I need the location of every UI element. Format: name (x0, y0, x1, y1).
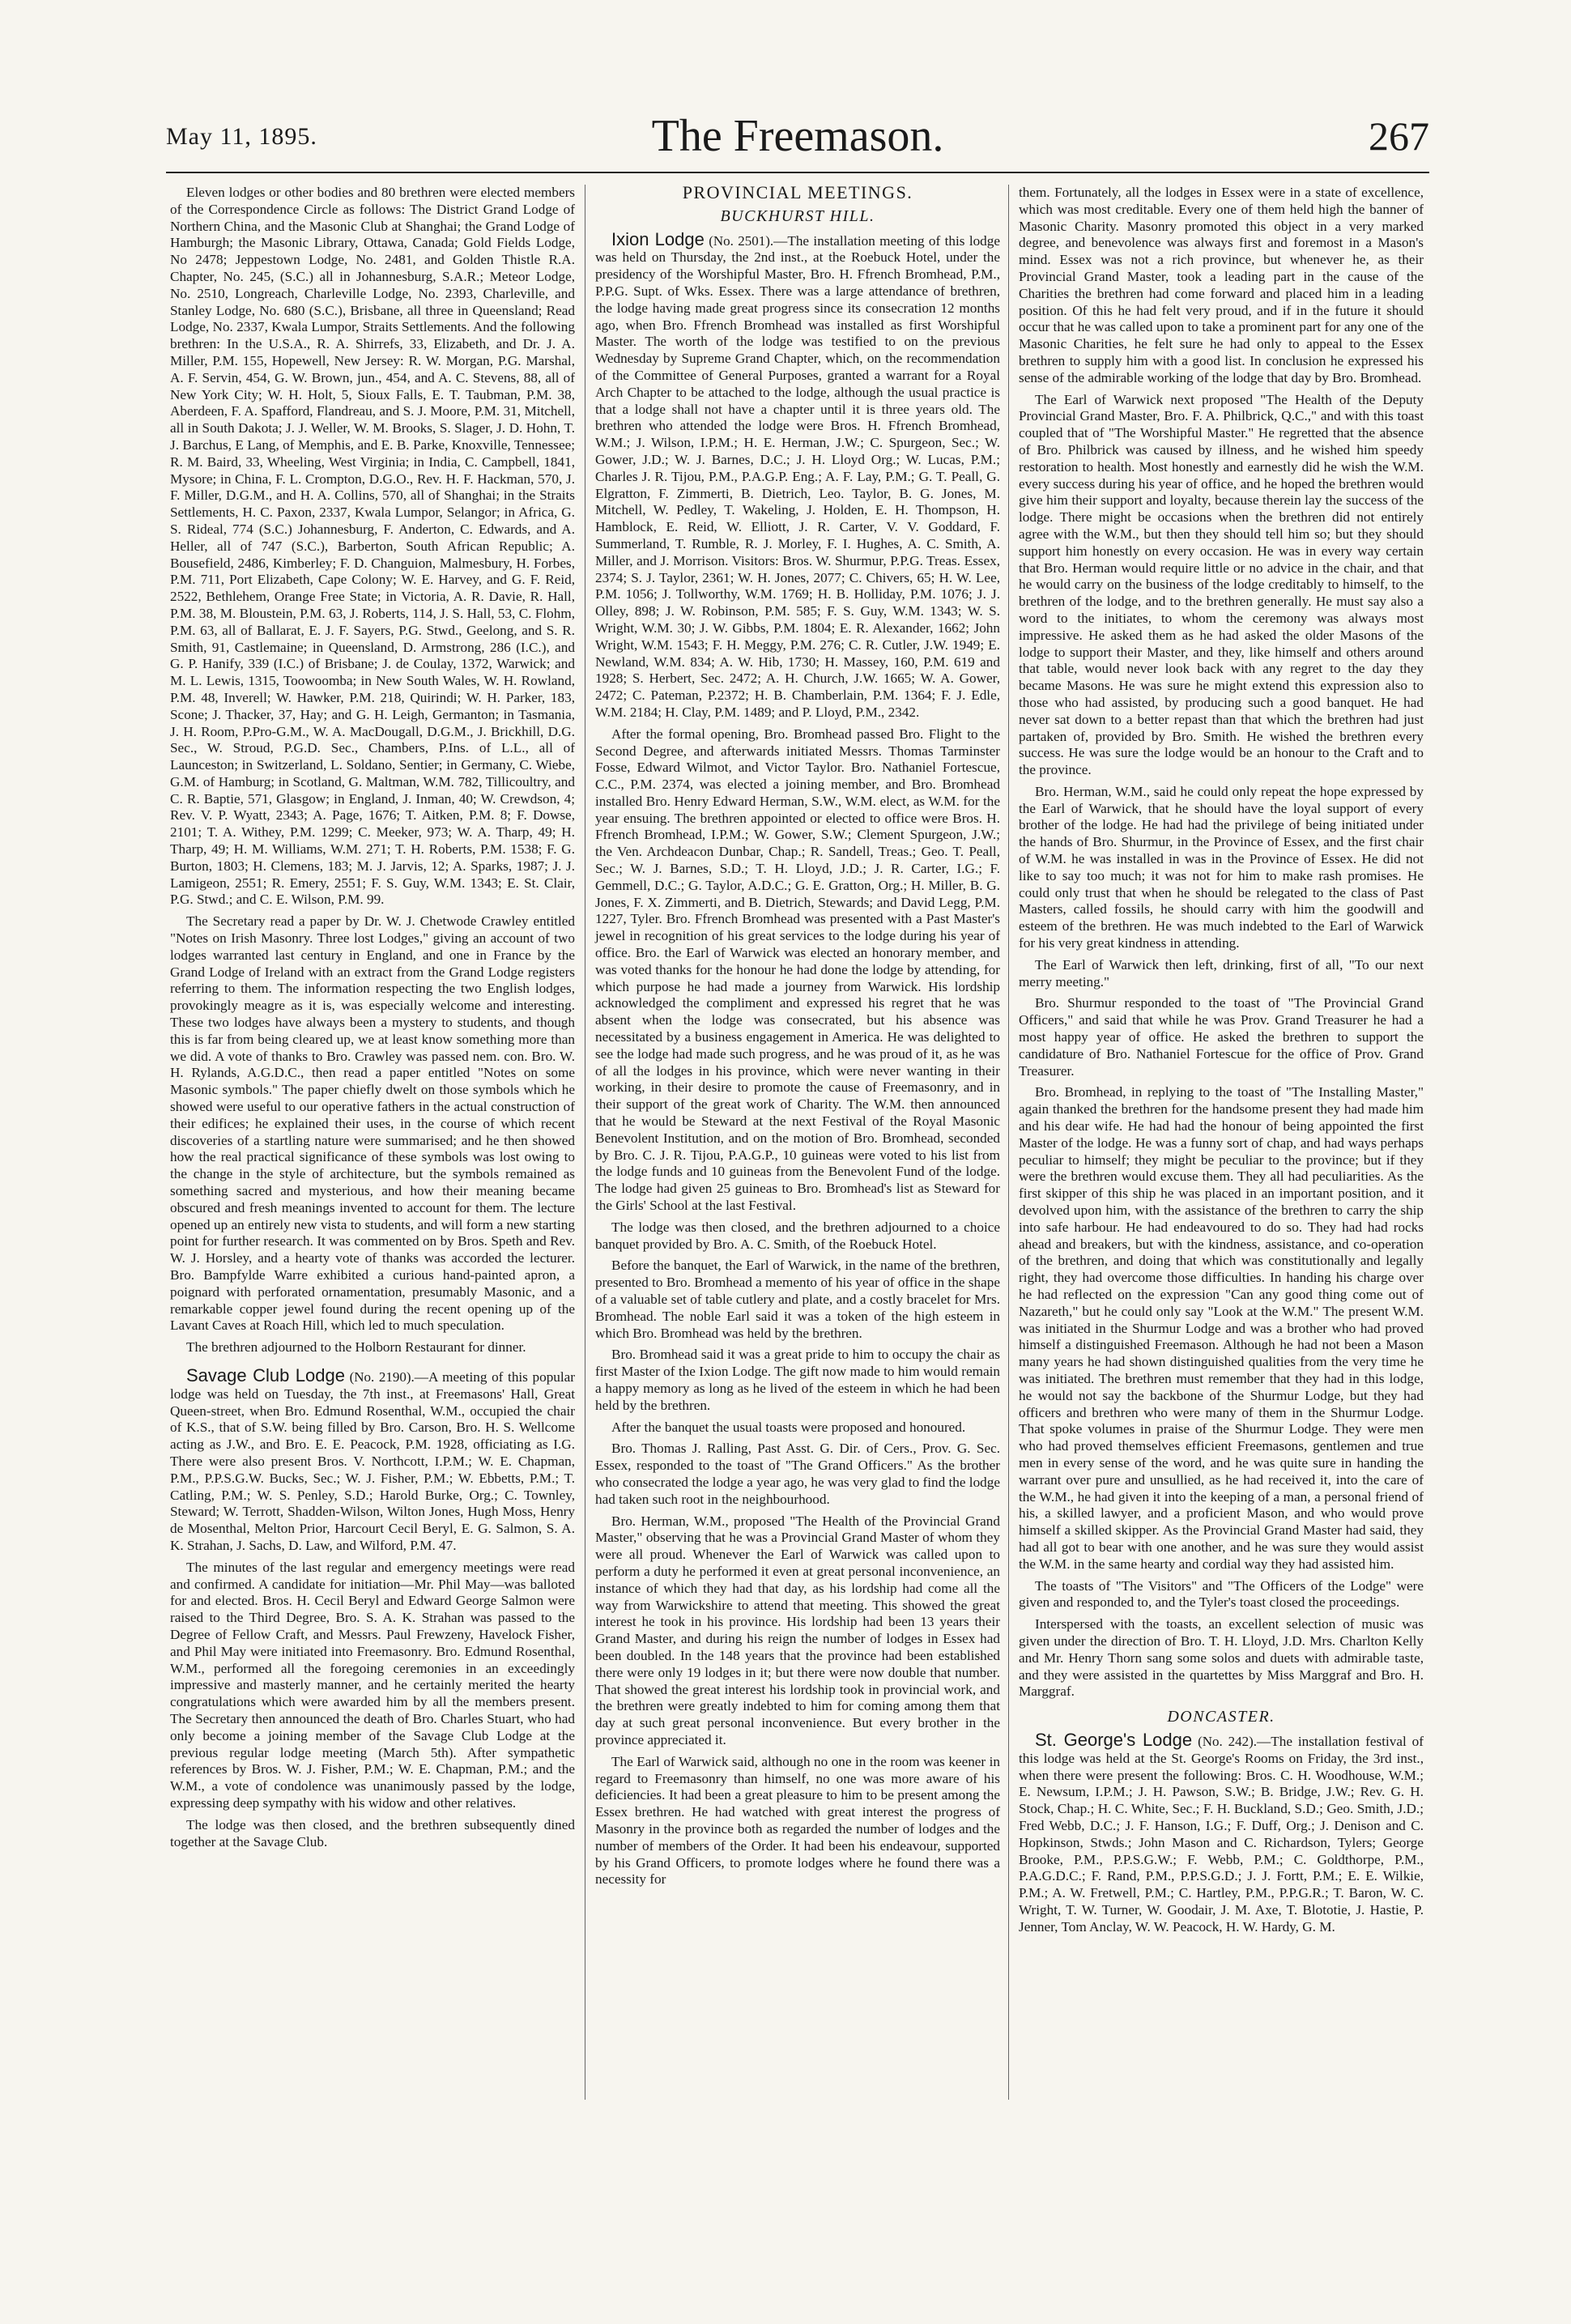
page-number: 267 (1369, 113, 1429, 159)
header-rule (166, 172, 1429, 173)
section-heading: PROVINCIAL MEETINGS. (682, 182, 913, 202)
column-2 (595, 182, 1000, 1893)
secretary-paper-paragraph: The Secretary read a paper by Dr. W. J. Chetwode Crawley entitled "Notes on Irish Masonry. Three lost Lodges," giving an account of two lodges warranted last century in England, and one in France by the Grand Lodge of Ireland with an extract from the Grand Lodge registers referring to them. The information respecting the two English lodges, provokingly meagre as it is, was especially welcome and interesting. These two lodges have always been a mystery to students, and though this is far from being cleared up, we at least know something more than we did. A vote of thanks to Bro. Crawley was passed nem. con. Bro. W. H. Rylands, A.G.D.C., then read a paper entitled "Notes on some Masonic symbols." The paper chiefly dwelt on those symbols which he showed were useful to our operative fathers in the actual construction of their edifices; he explained their uses, in the course of which recent discoveries of a startling nature were summarised; and he then showed how the real practical significance of these symbols was lost owing to the change in the style of architecture, but the symbols remained as something sacred and mysterious, and how their meaning became obscured and fresh meanings invented to account for them. The lecture opened up an entirely new vista to students, and will form a new starting point for further research. It was commented on by Bros. Speth and Rev. W. J. Horsley, and a hearty vote of thanks was accorded the lecturer. Bro. Bampfylde Warre exhibited a curious hand-painted apron, a poignard with perforated ornamentation, presumably Masonic, and a remarkable copper jewel found during the recent opening up of the Lavant Caves at Roach Hill, which led to much speculation. (170, 913, 575, 1334)
article-paragraph: Before the banquet, the Earl of Warwick, in the name of the brethren, presented to Bro. Bromhead a memento of his year of office in the shape of a valuable set of table cutlery and plate, and a costly bracelet for Mrs. Bromhead. The noble Earl said it was a token of the high esteem in which Bro. Bromhead was held by the brethren. (595, 1258, 1000, 1341)
place-heading: DONCASTER. (1167, 1708, 1275, 1726)
article-paragraph: The toasts of "The Visitors" and "The Officers of the Lodge" were given and responded to, and the Tyler's toast closed the proceedings. (1019, 1577, 1424, 1611)
correspondence-circle-paragraph: Eleven lodges or other bodies and 80 brethren were elected members of the Correspondence Circle as follows: The District Grand Lodge of Northern China, and the Masonic Club at Shanghai; the Grand Lodge of Hamburgh; the Masonic Library, Ottawa, Canada; Gold Fields Lodge, No 2478; Jeppestown Lodge, No. 2481, and Golden Thistle R.A. Chapter, No. 245, (S.C.) all in Johannesburg, S.A.R.; Meteor Lodge, No. 2510, Longreach, Charleville Lodge, No. 2393, Charleville, and Stanley Lodge, No. 680 (S.C.), Brisbane, all three in Queensland; Read Lodge, No. 2337, Kwala Lumpor, Straits Settlements. And the following brethren: In the U.S.A., R. A. Shirrefs, 33, Elizabeth, and Dr. J. A. Miller, P.M. 155, Hopewell, New Jersey: R. W. Morgan, P.G. Marshal, A. F. Servin, 454, G. W. Brown, jun., 454, and A. C. Stevens, 88, all of New York City; W. H. Holt, 5, Sioux Falls, E. T. Taubman, P.M. 38, Aberdeen, F. A. Spafford, Flandreau, and S. J. Moore, P.M. 31, Mitchell, all in South Dakota; J. J. Weller, W. M. Brooks, S. Slager, J. D. Hohn, T. J. Barchus, E Lang, of Memphis, and E. B. Parke, Knoxville, Tennessee; R. M. Baird, 33, Wheeling, West Virginia; in India, C. Campbell, 1841, Mysore; in China, F. L. Crompton, D.G.O., Rev. H. F. Hackman, 570, J. F. Miller, D.G.M., and H. A. Collins, 570, all of Shanghai; in the Straits Settlements, H. C. Paxon, 2337, Kwala Lumpor, Selangor; in Africa, G. S. Rideal, 774 (S.C.) Johannesburg, F. Anderton, C. Edwards, and A. Heller, all of 747 (S.C.), Barberton, South African Republic; A. Bousefield, 2486, Kimberley; F. D. Changuion, Malmesbury, H. Forbes, P.M. 711, Port Elizabeth, Cape Colony; W. E. Harvey, and G. F. Reid, 2522, Bethlehem, Orange Free State; in Victoria, A. R. Davie, R. Hall, P.M. 38, M. Bloustein, P.M. 63, J. Roberts, 114, J. S. Hall, 53, C. Flohm, P.M. 63, all of Ballarat, E. J. F. Sayers, P.G. Stwd., Geelong, and S. R. Smith, 91, Castlemaine; in Queensland, D. Armstrong, 286 (I.C.), and G. P. Hanify, 339 (I.C.) of Brisbane; J. de Coulay, 1372, Warwick; and M. L. Lewis, 1315, Toowoomba; in New South Wales, W. H. Rowland, P.M. 48, Inverell; W. Hawker, P.M. 218, Quirindi; W. H. Parker, 183, Scone; J. Thacker, 37, Hay; and G. H. Leigh, Germanton; in Tasmania, J. H. Room, P.Pro-G.M., W. A. MacDougall, D.G.M., J. Brickhill, D.G. Sec., W. Stroud, P.G.D. Sec., Chambers, P.Ins. of L.L., all of Launceston; in Switzerland, L. Soldano, Sentier; in Germany, C. Wiebe, G.M. of Hamburg; in Scotland, G. Maltman, W.M. 782, Tillicoultry, and C. R. Baptie, 571, Glasgow; in England, J. Inman, 40; W. Crewdson, 4; Rev. V. P. Wyatt, 2343; A. Page, 1676; T. Aitken, P.M. 8; F. Dowse, 2101; T. A. Withey, P.M. 1299; C. Meeker, 973; W. A. Tharp, 49; H. Tharp, 49; H. M. Williams, W.M. 271; T. H. Roberts, P.M. 1538; F. G. Burton, 1803; H. Clemens, 183; M. J. Jarvis, 12; A. Sparks, 1987; J. J. Lamigeon, 2551; R. Emery, 2551; F. S. Guy, W.M. 1343; E. St. Clair, P.G. Stwd.; and C. E. Wilson, P.M. 99. (170, 185, 575, 908)
article-paragraph: The Earl of Warwick next proposed "The Health of the Deputy Provincial Grand Master, Bro. F. A. Philbrick, Q.C.," and with this toast coupled that of "The Worshipful Master." He regretted that the absence of Bro. Philbrick was caused by illness, and he wished him speedy restoration to health. Most honestly and earnestly did he wish the W.M. every success during his year of office, and he hoped the brethren would give him their support and loyalty, because therein lay the success of the lodge. There might be occasions when the brethren did not entirely agree with the W.M., but then they should tell him so; but they should support him honestly on every occasion. He was in every way certain that Bro. Herman would require little or no advice in the chair, and that he would carry on the business of the lodge creditably to himself, to the brethren of the lodge, and to the brethren generally. He must say also a word to the initiates, to whom the ceremony was always most impressive. He asked them as he had asked the older Masons of the lodge to support their Master, and they, like himself and others around that table, would never look back with any regret to the day they became Masons. He was sure he might extend this expression also to those who had assisted, by producing such a good banquet. He had never sat down to a better repast than that which the brethren had just partaken of, provided by Bro. Smith. He wished the brethren every success. He was sure the lodge would be an honour to the Craft and to the province. (1019, 391, 1424, 778)
lodge-name: Savage Club Lodge (186, 1364, 345, 1385)
article-paragraph: Bro. Shurmur responded to the toast of "The Provincial Grand Officers," and said that while he was Prov. Grand Treasurer he had a most happy year of office. He asked the brethren to support the candidature of Bro. Nathaniel Fortescue for the office of Prov. Grand Treasurer. (1019, 995, 1424, 1079)
lodge-number: (No. 242). (1198, 1733, 1258, 1749)
article-paragraph: Interspersed with the toasts, an excellent selection of music was given under the direction of Bro. T. H. Lloyd, J.D. Mrs. Charlton Kelly and Mr. Henry Thorn sang some solos and duets with admirable taste, and they were assisted in the quartettes by Miss Marggraf and Bro. H. Marggraf. (1019, 1616, 1424, 1700)
newspaper-title: The Freemason. (651, 111, 944, 161)
article-paragraph: The Earl of Warwick then left, drinking, first of all, "To our next merry meeting." (1019, 956, 1424, 990)
article-paragraph: Bro. Bromhead said it was a great pride to him to occupy the chair as first Master of the Ixion Lodge. The gift now made to him would remain a happy memory as long as he lived of the esteem in which he had been held by the brethren. (595, 1347, 1000, 1413)
lodge-closed-paragraph: The lodge was then closed, and the brethren subsequently dined together at the Savage Club. (170, 1816, 575, 1849)
column-divider-2 (1008, 185, 1009, 2100)
st-georges-lodge-report (1019, 1729, 1424, 1936)
article-paragraph: After the banquet the usual toasts were proposed and honoured. (611, 1419, 966, 1435)
place-heading: BUCKHURST HILL. (720, 206, 875, 225)
article-paragraph: After the formal opening, Bro. Bromhead passed Bro. Flight to the Second Degree, and afterwards initiated Messrs. Thomas Tarminster Fosse, Edward Wilmot, and Victor Taylor. Bro. Nathaniel Fortescue, C.C., P.M. 2374, was elected a joining member, and Bro. Bromhead installed Bro. Henry Edward Herman, S.W., W.M. elect, as W.M. for the year ensuing. The brethren appointed or elected to office were Bros. H. Ffrench Bromhead, I.P.M.; W. Gower, S.W.; Clement Spurgeon, J.W.; the Ven. Archdeacon Dunbar, Chap.; R. Sandell, Treas.; Geo. T. Peall, Sec.; W. J. Barnes, S.D.; T. H. Lloyd, J.D.; J. R. Carter, I.G.; F. Gemmell, D.C.; G. Taylor, A.D.C.; G. E. Gratton, Org.; H. Miller, B. G. Jones, F. X. Zimmerti, and B. Dietrich, Stewards; and David Legg, P.M. 1227, Tyler. Bro. Ffrench Bromhead was presented with a Past Master's jewel in recognition of his great services to the lodge during his year of office. Bro. the Earl of Warwick was elected an honorary member, and was voted thanks for the honour he had done the lodge by attending, for which purpose he had made a journey from Warwick. His lordship acknowledged the compliment and expressed his regret that he was absent when the lodge was consecrated, but his absence was necessitated by a business engagement in America. He was delighted to see the lodge had made such progress, and he was proud of it, as he was of all the lodges in his province, which were never wanting in their working, in their desire to promote the cause of Freemasonry, and in their support of the great work of Charity. The W.M. then announced that he would be Steward at the next Festival of the Royal Masonic Benevolent Institution, and on the motion of Bro. Bromhead, seconded by Bro. C. J. R. Tijou, P.A.G.P., 10 guineas were voted to his list from the lodge funds and 10 guineas from the Benevolent Fund of the lodge. The lodge had given 25 guineas to Bro. Bromhead's list as Steward for the Girls' School at the last Festival. (595, 726, 1000, 1214)
article-paragraph: The Earl of Warwick said, although no one in the room was keener in regard to Freemasonry than himself, no one was more aware of his deficiencies. It had been a great pleasure to him to be present among the Essex brethren. He had watched with great interest the progress of Masonry in the province both as regarded the number of lodges and the number of members of the Order. It had been his endeavour, supported by his Grand Officers, to promote lodges where he found there was a necessity for (595, 1753, 1000, 1888)
article-paragraph: Bro. Herman, W.M., proposed "The Health of the Provincial Grand Master," observing that he was a Provincial Grand Master of whom they were all proud. Whenever the Earl of Warwick was called upon to perform a duty he performed it even at great personal inconvenience, an instance of which they had that day, as his lordship had come all the way from Warwickshire to attend that meeting. This showed the great interest he took in his province. His lordship had been 13 years their Grand Master, and during his reign the number of lodges in Essex had been doubled. In the 148 years that the province had been established there were only 19 lodges in it; but there were now double that number. That showed the great interest his lordship took in provincial work, and the brethren were greatly indebted to him for coming among them that day at such great personal inconvenience. But every brother in the province appreciated it. (595, 1513, 1000, 1747)
article-paragraph: Bro. Bromhead, in replying to the toast of "The Installing Master," again thanked the brethren for the handsome present they had made him and his dear wife. He had had the honour of being appointed the first Master of the lodge. He was a funny sort of chap, and had ways perhaps peculiar to himself; they might be peculiar to the province; but if they were the brethren would excuse them. They all had peculiarities. As the first skipper of this ship he was placed in an important position, and it devolved upon him, with the assistance of the brethren to carry the ship into safe harbour. He had endeavoured to do so. They had had rocks ahead and breakers, but with the kindness, assistance, and co-operation of the brethren, and doing that which was constitutionally and legally right, they had overcome those difficulties. In handing his charge over he had reflected on the expression "Can any good thing come out of Nazareth," but he could only say "Look at the W.M." The present W.M. was initiated in the Shurmur Lodge and was a brother who had proved himself a distinguished Freemason. Although he had not been a Mason many years he had shown distinguished qualities from the very time he was initiated. The brethren must remember that they had in this lodge, he would not say the backbone of the Shurmur Lodge, but they had officers and brethren who were many of them in the Shurmur Lodge. That spoke volumes in praise of the Shurmur Lodge. They were men who had proved themselves efficient Freemasons, gentlemen and true men in every sense of the word, and he was quite sure in handing the warrant over pure and unsullied, as he had received it, into the care of the W.M., he had given it into the keeping of a man, a personal friend of his, a skilled lawyer, and a proficient Mason, and who would prove himself a skilled skipper. As the Provincial Grand Master had said, they had all got to bear with one another, and he was sure they would assist the W.M. in the same hearty and cordial way they had assisted him. (1019, 1084, 1424, 1572)
adjourned-paragraph: The brethren adjourned to the Holborn Restaurant for dinner. (186, 1339, 526, 1356)
lodge-name: Ixion Lodge (611, 228, 705, 249)
masthead (166, 112, 1429, 168)
lodge-report-text: —The installation meeting of this lodge was held on Thursday, the 2nd inst., at the Roebuck Hotel, under the presidency of the Worshipful Master, Bro. H. Ffrench Bromhead, P.M., P.P.G. Supt. of Wks. Essex. There was a large attendance of brethren, the lodge having made great progress since its consecration 12 months ago, when Bro. Ffrench Bromhead was installed as first Worshipful Master. The worth of the lodge was testified to on the previous Wednesday by Supreme Grand Chapter, which, on the recommendation of the Committee of General Purposes, granted a warrant for a Royal Arch Chapter to be attached to the lodge, although the usual practice is that a lodge shall not have a chapter until it is three years old. The brethren who attended the lodge were Bros. H. Ffrench Bromhead, W.M.; J. Wilson, I.P.M.; H. E. Herman, J.W.; C. Spurgeon, Sec.; W. Gower, J.D.; W. J. Barnes, D.C.; J. H. Lloyd Org.; W. Lucas, P.M.; Charles J. R. Tijou, P.M., P.A.G.P. Eng.; A. F. Lay, P.M.; G. T. Peall, G. Elgratton, F. Zimmerti, B. Dietrich, Leo. Taylor, B. G. Jones, M. Mitchell, W. Pedley, T. Wakeling, J. Holden, E. H. Thompson, H. Hamblock, E. Reid, W. Elliott, J. R. Carter, V. V. Goddard, F. Summerland, T. Rumble, R. J. Morley, F. I. Hughes, A. C. Smith, A. Miller, and J. Morrison. Visitors: Bros. W. Shurmur, P.P.G. Treas. Essex, 2374; S. J. Taylor, 2361; W. H. Jones, 2077; C. Chivers, 65; H. W. Lee, P.M. 1056; J. Tollworthy, W.M. 1769; H. B. Holliday, P.M. 1076; J. J. Olley, 898; J. W. Robinson, P.M. 585; F. S. Guy, W.M. 1343; W. S. Wright, W.M. 30; J. W. Gibbs, P.M. 1804; E. R. Alexander, 1662; John Wright, W.M. 1543; F. H. Meggy, P.M. 276; C. R. Cutler, J.W. 1949; E. Newland, W.M. 834; A. W. Hib, 1730; H. Massey, 160, P.M. 619 and 1928; S. Herbert, Sec. 2472; A. H. Church, J.W. 1665; W. A. Gower, 2472; C. Pateman, P.2372; H. B. Chamberlain, P.M. 1364; F. J. Edle, W.M. 2184; H. Clay, P.M. 1489; and P. Lloyd, P.M., 2342. (595, 232, 1000, 720)
article-paragraph: Bro. Thomas J. Ralling, Past Asst. G. Dir. of Cers., Prov. G. Sec. Essex, responded to the toast of "The Grand Officers." As the brother who consecrated the lodge a year ago, he was very glad to find the lodge had taken such root in the neighbourhood. (595, 1441, 1000, 1507)
article-paragraph: Bro. Herman, W.M., said he could only repeat the hope expressed by the Earl of Warwick, that he should have the loyal support of every brother of the lodge. He had had the privilege of being initiated under the hands of Bro. Shurmur, in the Province of Essex, and the first chair of W.M. he was installed in was in the Province of Essex. He did not like to say too much; it was not for him to make rash promises. He could only trust that when he should be relegated to the class of Past Masters, called fossils, he should carry with him the goodwill and esteem of the brethren. He was much indebted to the Earl of Warwick for his very great kindness in attending. (1019, 783, 1424, 951)
lodge-number: (No. 2190). (349, 1368, 415, 1385)
article-paragraph: them. Fortunately, all the lodges in Essex were in a state of excellence, which was most creditable. Every one of them held high the banner of Masonic Charity. Masonry promoted this object in a very marked degree, and benevolence was always first and foremost in a Mason's mind. Essex was not a rich province, but whenever he, as their Provincial Grand Master, took a leading part in the cause of the Charities the brethren had come forward and placed him in a leading position. Of this he had felt very proud, and if in the future it should occur that he was called upon to take a prominent part for any one of the Masonic Charities, he felt sure he had only to appeal to the Essex brethren to supply him with a good list. In conclusion he expressed his sense of the admirable working of the lodge that day by Bro. Bromhead. (1019, 185, 1424, 385)
savage-club-report (170, 1364, 576, 1555)
lodge-name: St. George's Lodge (1035, 1729, 1193, 1750)
minutes-paragraph: The minutes of the last regular and emergency meetings were read and confirmed. A candidate for initiation—Mr. Phil May—was balloted for and elected. Bros. H. Cecil Beryl and Edward George Salmon were raised to the Third Degree, Bro. S. A. K. Strahan was passed to the Degree of Fellow Craft, and Messrs. Paul Frewzeny, Havelock Fisher, and Phil May were initiated into Freemasonry. Bro. Edmund Rosenthal, W.M., performed all the foregoing ceremonies in an exceedingly impressive and masterly manner, and he certainly merited the hearty congratulations which were awarded him by all the members present. The Secretary then announced the death of Bro. Charles Stuart, who had only become a joining member of the Savage Club Lodge at the previous regular lodge meeting (March 5th). After sympathetic references by Bros. W. J. Fisher, P.M.; W. E. Chapman, P.M.; and the W.M., a vote of condolence was unanimously passed by the lodge, expressing deep sympathy with his widow and other relatives. (170, 1559, 575, 1811)
article-paragraph: The lodge was then closed, and the brethren adjourned to a choice banquet provided by Bro. A. C. Smith, of the Roebuck Hotel. (595, 1219, 1000, 1252)
issue-date: May 11, 1895. (166, 123, 317, 150)
lodge-report-text: —A meeting of this popular lodge was held on Tuesday, the 7th inst., at Freemasons' Hall, Great Queen-street, when Bro. Edmund Rosenthal, W.M., occupied the chair of K.S., that of S.W. being filled by Bro. Carson, Bro. H. S. Wellcome acting as J.W., and Bro. E. E. Peacock, P.M. 1928, officiating as I.G. There were also present Bros. V. Northcott, I.P.M.; W. E. Chapman, P.M., P.P.S.G.W. Bucks, Sec.; W. J. Fisher, P.M.; W. Ebbetts, P.M.; T. Catling, P.M.; W. S. Penley, S.D.; Harold Burke, Org.; C. Townley, Steward; W. Terrott, Shadden-Wilson, Wilton Jones, Hugh Moss, Henry de Mosenthal, Melton Prior, Harcourt Cecil Beryl, E. G. Salmon, S. A. K. Strahan, J. Sachs, D. Law, and Wilford, P.M. 47. (170, 1368, 576, 1553)
ixion-lodge-report (595, 228, 1000, 721)
lodge-number: (No. 2501). (709, 232, 774, 249)
column-1 (170, 185, 575, 1855)
lodge-report-text: —The installation festival of this lodge was held at the St. George's Rooms on Friday, the 3rd inst., when there were present the following: Bros. C. H. Woodhouse, W.M.; E. Newsum, I.P.M.; J. H. Pawson, S.W.; B. Bridge, J.W.; Rev. G. H. Stock, Chap.; H. C. White, Sec.; F. H. Buckland, S.D.; Geo. Smith, J.D.; Fred Webb, D.C.; J. F. Hanson, I.G.; F. Duff, Org.; J. Denison and C. Hopkinson, Stwds.; John Mason and C. Richardson, Tylers; George Brooke, P.M., P.P.S.G.W.; F. Webb, P.M.; C. Goldthorpe, P.M., P.A.G.D.C.; F. Rand, P.M., P.P.S.G.D.; J. J. Fortt, P.M.; E. E. Wilkie, P.M.; A. W. Fretwell, P.M.; C. Hartley, P.M., P.P.G.R.; T. Baron, W. C. Wright, T. W. Turner, W. Goodair, J. M. Axe, T. Blototie, J. Hastie, P. Jenner, Tom Anclay, W. W. Peacock, H. W. Hardy, G. M. (1019, 1733, 1424, 1935)
column-3 (1019, 185, 1424, 1940)
